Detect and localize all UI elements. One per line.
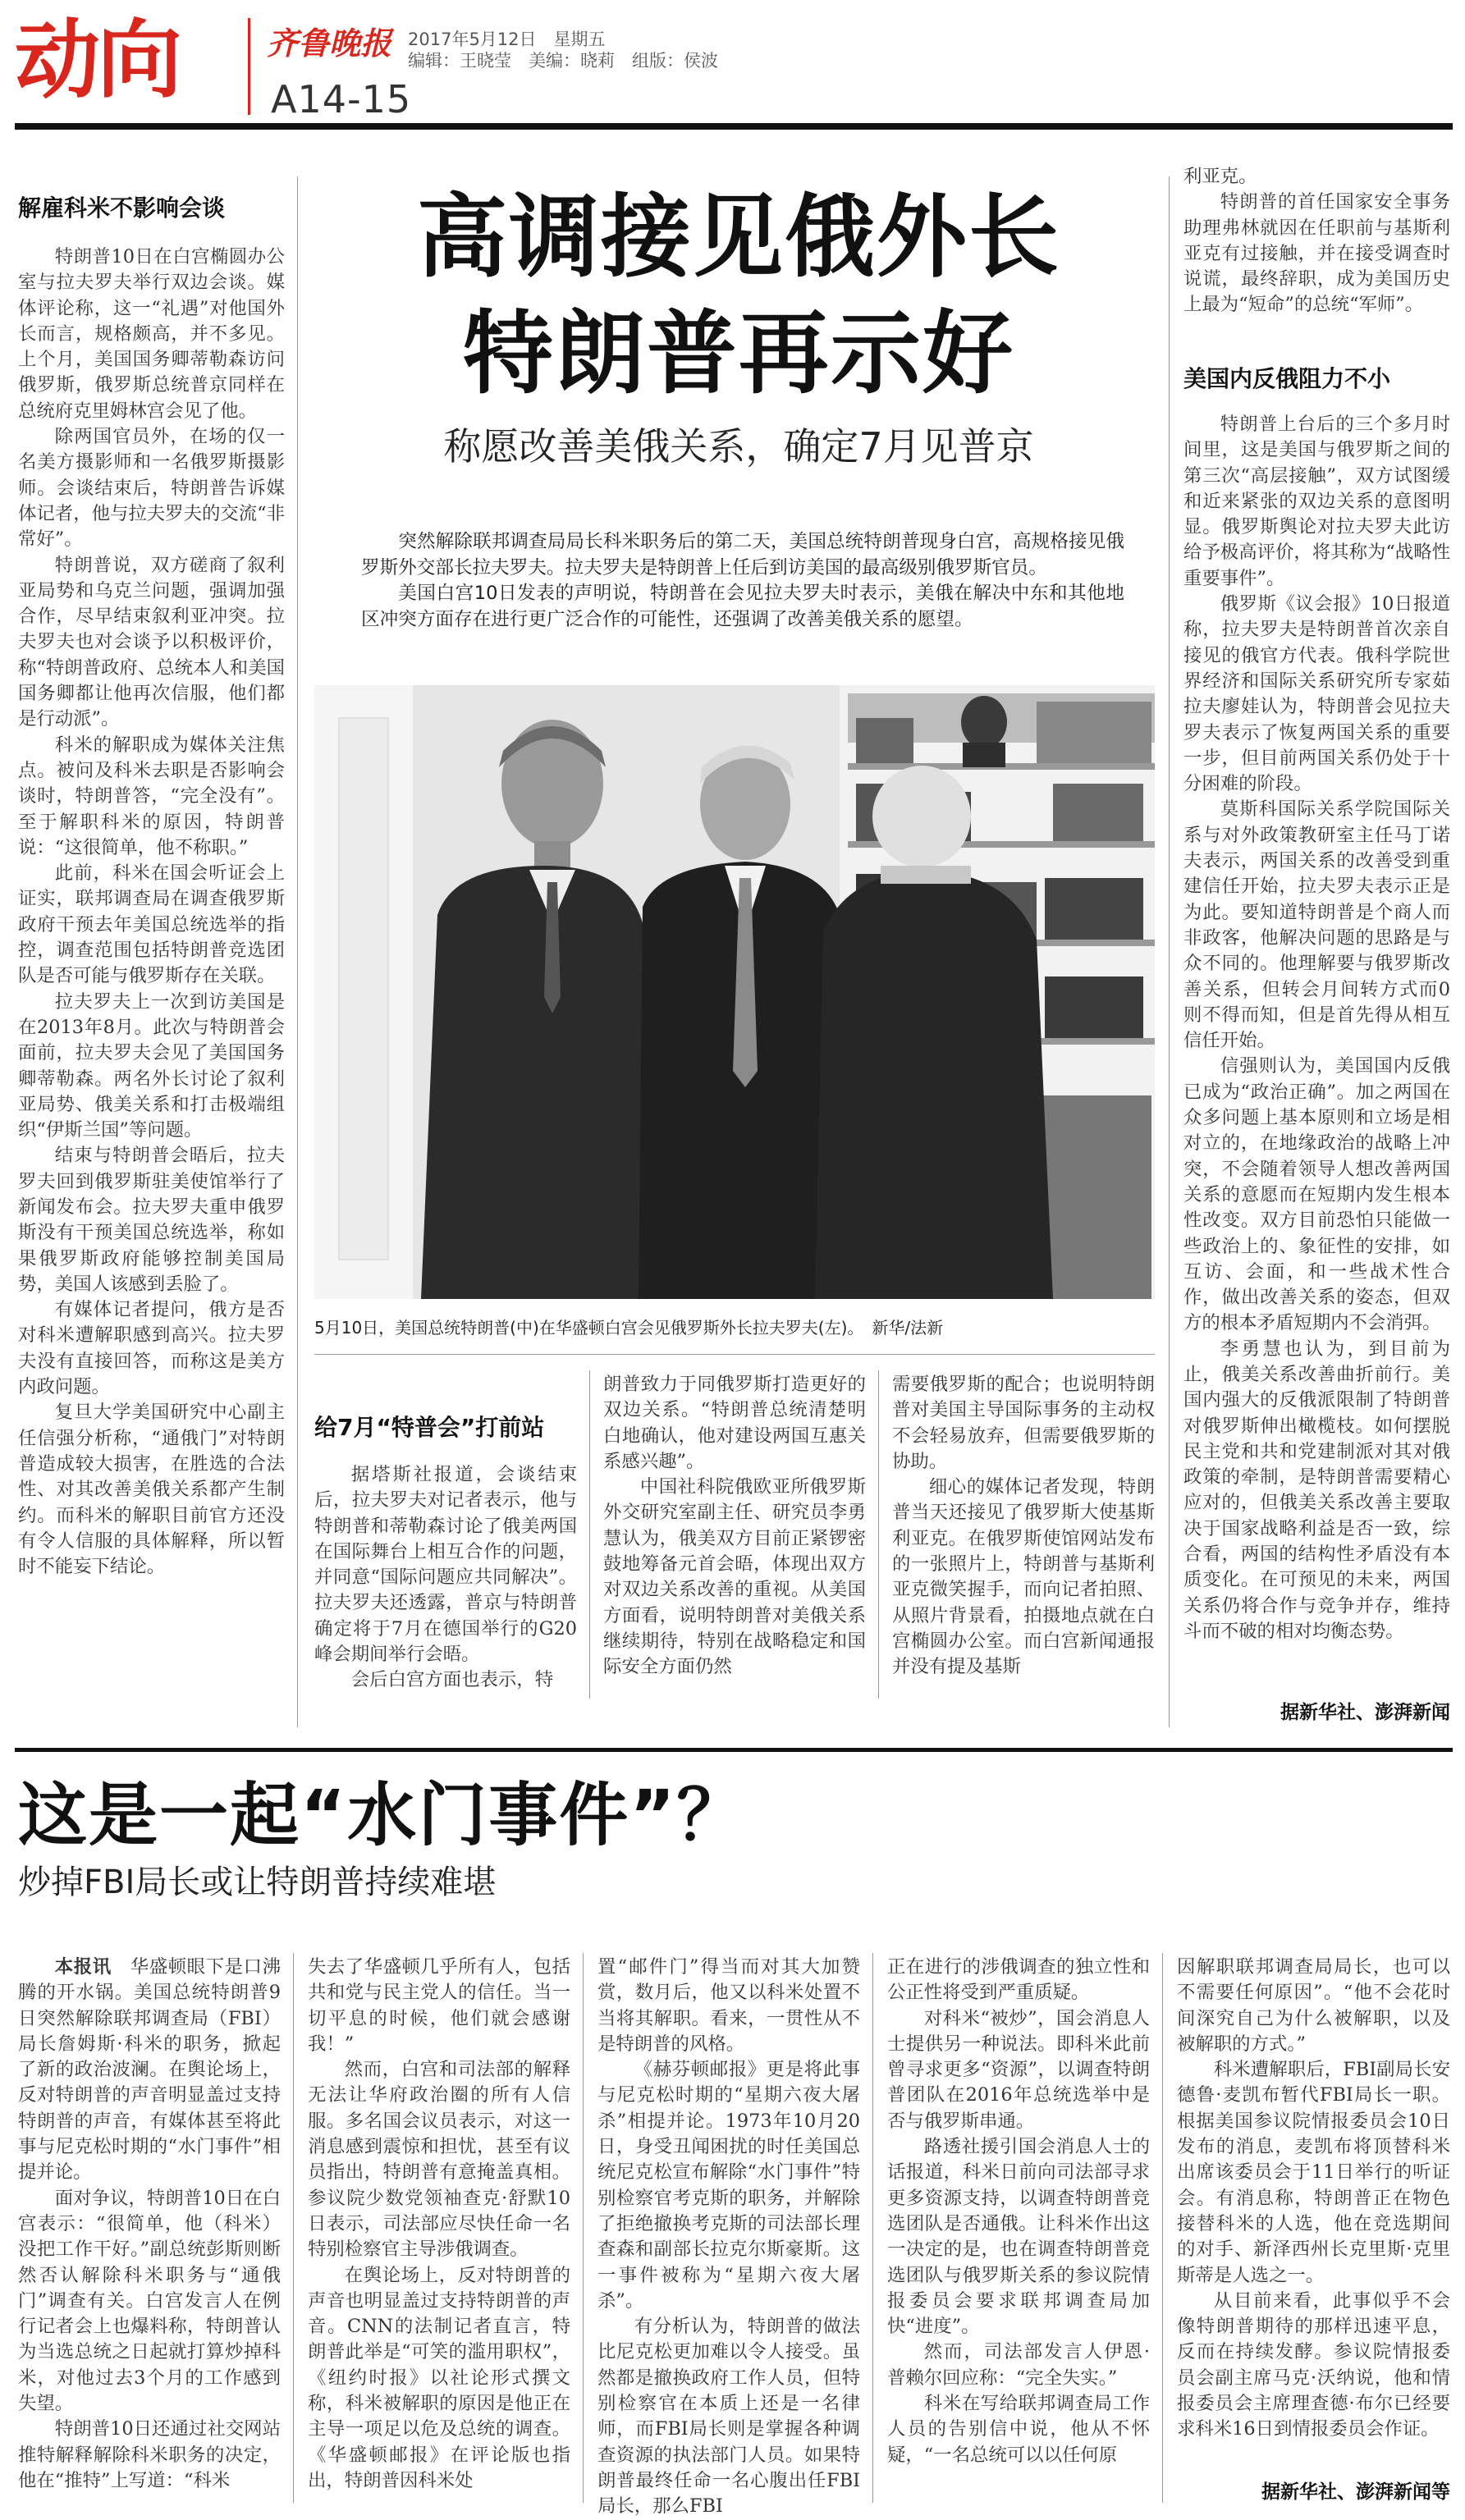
column-divider [293, 1953, 294, 2503]
second-subheadline: 炒掉FBI局长或让特朗普持续难堪 [18, 1864, 497, 1901]
second-col-2: 失去了华盛顿几乎所有人，包括共和党与民主党人的信任。当一切平息的时候，他们就会感谢我！” 然而，白宫和司法部的解释无法让华府政治圈的所有人信服。多名国会议员表示，对这一消息感到震惊和担忧，甚至有议员指出，特朗普有意掩盖真相。参议院少数党领袖查克·舒默10日表示，司法部应尽快任命一名特别检察官主导涉俄调查。 在舆论场上，反对特朗普的声音也明显盖过支持特朗普的声音。CNN的法制记者直言，特朗普此举是“可笑的滥用职权”，《纽约时报》以社论形式撰文称，科米被解职的原因是他正在主导一项足以危及总统的调查。《华盛顿邮报》在评论版也指出，特朗普因科米处 [308, 1956, 570, 2491]
main-lead: 突然解除联邦调查局局长科米职务后的第二天，美国总统特朗普现身白宫，高规格接见俄罗斯外交部长拉夫罗夫。拉夫罗夫是特朗普上任后到访美国的最高级别俄罗斯官员。 美国白宫10日发表的声明说，特朗普在会见拉夫罗夫时表示，美俄在解决中东和其他地区冲突方面存在进行更广泛合作的可能性，还强调了改善美俄关系的愿望。 [361, 531, 1124, 630]
column-divider [297, 176, 298, 1727]
photo-illustration [314, 685, 1155, 1299]
column-divider [1169, 176, 1170, 1727]
main-col-c: 需要俄罗斯的配合；也说明特朗普对美国主导国际事务的主动权不会轻易放弃，但需要俄罗斯的协助。 细心的媒体记者发现，特朗普当天还接见了俄罗斯大使基斯利亚克。在俄罗斯使馆网站发布的一张照片上，特朗普与基斯利亚克微笑握手，而向记者拍照、从照片背景看，拍摄地点就在白宫椭圆办公室。而白宫新闻通报并没有提及基斯 [892, 1374, 1155, 1678]
editor-credits: 编辑：王晓莹 美编：晓莉 组版：侯波 [408, 51, 718, 71]
column-divider [589, 1370, 590, 1699]
main-col-b: 朗普致力于同俄罗斯打造更好的双边关系。“特朗普总统清楚明白地确认，他对建设两国互惠关系感兴趣”。 中国社科院俄欧亚所俄罗斯外交研究室副主任、研究员李勇慧认为，俄美双方目前正紧锣密鼓地筹备元首会晤，体现出双方对双边关系改善的重视。从美国方面看，说明特朗普对美俄关系继续期待，特别在战略稳定和国际安全方面仍然 [603, 1374, 866, 1678]
section-rule [15, 1748, 1453, 1752]
byline: 本报讯 [54, 1956, 112, 1978]
section-title: 动向 [15, 10, 180, 110]
right-sidebar-intro: 利亚克。 特朗普的首任国家安全事务助理弗林就因在任职前与基斯利亚克有过接触，并在接受调查时说谎，最终辞职，成为美国历史上最为“短命”的总统“军师”。 [1183, 166, 1450, 316]
main-col-a: 据塔斯社报道，会谈结束后，拉夫罗夫对记者表示，他与特朗普和蒂勒森讨论了俄美两国在国际舞台上相互合作的问题，并同意“国际问题应共同解决”。拉夫罗夫还透露，普京与特朗普确定将于7月在德国举行的G20峰会期间举行会晤。 会后白宫方面也表示，特 [314, 1464, 577, 1691]
second-col-3: 置“邮件门”得当而对其大加赞赏，数月后，他又以科米处置不当将其解职。看来，一贯性从不是特朗普的风格。 《赫芬顿邮报》更是将此事与尼克松时期的“星期六夜大屠杀”相提并论。1973年10月20日，身受丑闻困扰的时任美国总统尼克松宣布解除“水门事件”特别检察官考克斯的职务，并解除了拒绝撤换考克斯的司法部长理查森和副部长拉克尔斯豪斯。这一事件被称为“星期六夜大屠杀”。 有分析认为，特朗普的做法比尼克松更加难以令人接受。虽然都是撤换政府工作人员，但特别检察官在本质上还是一名律师，而FBI局长则是掌握各种调查资源的执法部门人员。如果特朗普最终任命一名心腹出任FBI局长，那么FBI [597, 1956, 860, 2518]
main-subheadline: 称愿改善美俄关系，确定7月见普京 [443, 424, 1034, 469]
right-source: 据新华社、澎湃新闻 [1280, 1702, 1450, 1723]
second-source: 据新华社、澎湃新闻等 [1261, 2481, 1450, 2503]
second-headline: 这是一起“水门事件”？ [18, 1775, 748, 1855]
second-col-1: 本报讯 华盛顿眼下是口沸腾的开水锅。美国总统特朗普9日突然解除联邦调查局（FBI）局长詹姆斯·科米的职务，掀起了新的政治波澜。在舆论场上，反对特朗普的声音明显盖过支持特朗普的声音，有媒体甚至将此事与尼克松时期的“水门事件”相提并论。 面对争议，特朗普10日在白宫表示：“很简单，他（科米）没把工作干好。”副总统彭斯则断然否认解除科米职务与“通俄门”调查有关。白宫发言人在例行记者会上也爆料称，特朗普认为当选总统之日起就打算炒掉科米，对他过去3个月的工作感到失望。 特朗普10日还通过社交网站推特解释解除科米职务的决定，他在“推特”上写道：“科米 [18, 1956, 282, 2491]
photo-caption: 5月10日，美国总统特朗普(中)在华盛顿白宫会见俄罗斯外长拉夫罗夫(左)。 新华/法新 [314, 1318, 944, 1338]
left-subhead: 解雇科米不影响会谈 [18, 194, 226, 222]
issue-date: 2017年5月12日 星期五 [408, 30, 606, 49]
column-divider [872, 1953, 873, 2503]
column-divider [583, 1953, 584, 2503]
right-subhead: 美国内反俄阻力不小 [1183, 365, 1391, 392]
top-rule [15, 123, 1453, 130]
caption-rule [314, 1354, 1155, 1355]
masthead-divider [248, 18, 250, 115]
second-col-5: 因解职联邦调查局局长，也可以不需要任何原因”。“他不会花时间深究自己为什么被解职，以及被解职的方式。” 科米遭解职后，FBI副局长安德鲁·麦凯布暂代FBI局长一职。根据美国参议院情报委员会10日发布的消息，麦凯布将顶替科米出席该委员会于11日举行的听证会。有消息称，特朗普正在物色接替科米的人选，他在竞选期间的对手、新泽西州长克里斯·克里斯蒂是人选之一。 从目前来看，此事似乎不会像特朗普期待的那样迅速平息，反而在持续发酵。参议院情报委员会副主席马克·沃纳说，他和情报委员会主席理查德·布尔已经要求科米16日到情报委员会作证。 [1177, 1956, 1450, 2440]
column-divider [1162, 1953, 1163, 2503]
g20-subhead: 给7月“特普会”打前站 [314, 1414, 545, 1441]
column-divider [878, 1370, 879, 1699]
news-photo [314, 685, 1155, 1299]
second-col-4: 正在进行的涉俄调查的独立性和公正性将受到严重质疑。 对科米“被炒”，国会消息人士提供另一种说法。即科米此前曾寻求更多“资源”，以调查特朗普团队在2016年总统选举中是否与俄罗斯串通。 路透社援引国会消息人士的话报道，科米日前向司法部寻求更多资源支持，以调查特朗普竞选团队是否通俄。让科米作出这一决定的是，也在调查特朗普竞选团队与俄罗斯关系的参议院情报委员会要求联邦调查局加快“进度”。 然而，司法部发言人伊恩·普赖尔回应称：“完全失实。” 科米在写给联邦调查局工作人员的告别信中说，他从不怀疑，“一名总统可以以任何原 [887, 1956, 1150, 2466]
newspaper-logo: 齐鲁晚报 [267, 25, 392, 62]
left-sidebar-body: 特朗普10日在白宫椭圆办公室与拉夫罗夫举行双边会谈。媒体评论称，这一“礼遇”对他国外长而言，规格颇高，并不多见。上个月，美国国务卿蒂勒森访问俄罗斯，俄罗斯总统普京同样在总统府克里姆林宫会见了他。 除两国官员外，在场的仅一名美方摄影师和一名俄罗斯摄影师。会谈结束后，特朗普告诉媒体记者，他与拉夫罗夫的交流“非常好”。 特朗普说，双方磋商了叙利亚局势和乌克兰问题，强调加强合作，尽早结束叙利亚冲突。拉夫罗夫也对会谈予以积极评价，称“特朗普政府、总统本人和美国国务卿都让他再次信服，他们都是行动派”。 科米的解职成为媒体关注焦点。被问及科米去职是否影响会谈时，特朗普答，“完全没有”。至于解职科米的原因，特朗普说：“这很简单，他不称职。” 此前，科米在国会听证会上证实，联邦调查局在调查俄罗斯政府干预去年美国总统选举的指控，调查范围包括特朗普竞选团队是否可能与俄罗斯存在关联。 拉夫罗夫上一次到访美国是在2013年8月。此次与特朗普会面前，拉夫罗夫会见了美国国务卿蒂勒森。两名外长讨论了叙利亚局势、俄美关系和打击极端组织“伊斯兰国”等问题。 结束与特朗普会晤后，拉夫罗夫回到俄罗斯驻美使馆举行了新闻发布会。拉夫罗夫重申俄罗斯没有干预美国总统选举，称如果俄罗斯政府能够控制美国局势，美国人该感到丢脸了。 有媒体记者提问，俄方是否对科米遭解职感到高兴。拉夫罗夫没有直接回答，而称这是美方内政问题。 复旦大学美国研究中心副主任信强分析称，“通俄门”对特朗普造成较大损害，在胜选的合法性、对其改善美俄关系都产生制约。而科米的解职目前官方还没有令人信服的具体解释，所以暂时不能妄下结论。 [18, 246, 285, 1578]
main-headline: 高调接见俄外长 特朗普再示好 [417, 185, 1060, 406]
page-number: A14-15 [271, 77, 412, 121]
right-sidebar-body: 特朗普上台后的三个多月时间里，这是美国与俄罗斯之间的第三次“高层接触”，双方试图缓和近来紧张的双边关系的意图明显。俄罗斯舆论对拉夫罗夫此访给予极高评价，将其称为“战略性重要事件”。 俄罗斯《议会报》10日报道称，拉夫罗夫是特朗普首次亲自接见的俄官方代表。俄科学院世界经济和国际关系研究所专家茹拉夫廖娃认为，特朗普会见拉夫罗夫表示了恢复两国关系的重要一步，但目前两国关系仍处于十分困难的阶段。 莫斯科国际关系学院国际关系与对外政策教研室主任马丁诺夫表示，两国关系的改善受到重建信任开始，拉夫罗夫表示正是为此。要知道特朗普是个商人而非政客，他解决问题的思路是与众不同的。他理解要与俄罗斯改善关系，但转会月间转方式而0则不得而知，但是首先得从相互信任开始。 信强则认为，美国国内反俄已成为“政治正确”。加之两国在众多问题上基本原则和立场是相对立的，在地缘政治的战略上冲突，不会随着领导人想改善两国关系的意愿而在短期内发生根本性改变。双方目前恐怕只能做一些政治上的、象征性的安排，如互访、会面，和一些战术性合作，做出改善关系的姿态，但双方的根本矛盾短期内不会消弭。 李勇慧也认为，到目前为止，俄美关系改善曲折前行。美国内强大的反俄派限制了特朗普对俄罗斯伸出橄榄枝。如何摆脱民主党和共和党建制派对其对俄政策的牵制，是特朗普需要精心应对的，但俄美关系改善主要取决于国家战略利益是否一致，综合看，两国的结构性矛盾没有本质变化。在可预见的未来，两国关系仍将合作与竞争并存，维持斗而不破的相对均衡态势。 [1183, 414, 1450, 1642]
